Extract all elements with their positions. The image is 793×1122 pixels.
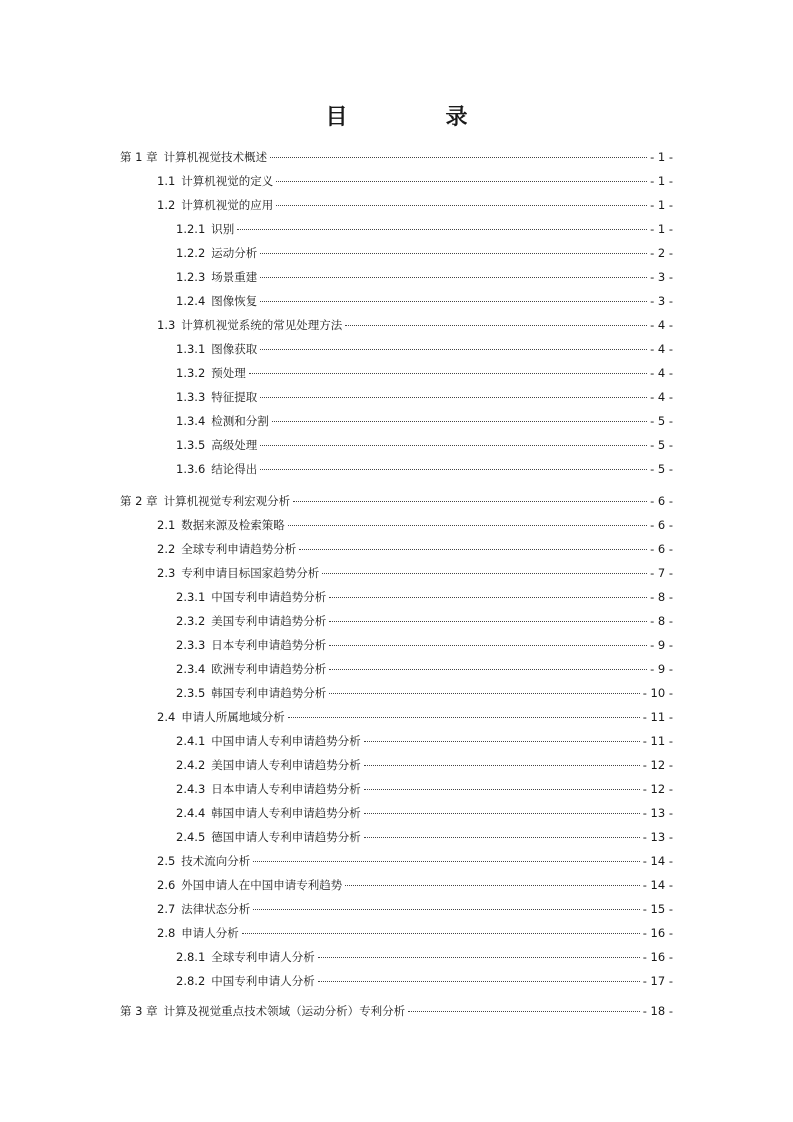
toc-entry-title: 数据来源及检索策略 xyxy=(181,518,285,532)
toc-dot-leader xyxy=(249,373,647,374)
toc-entry-number: 2.3.2 xyxy=(176,614,206,628)
toc-entry-page: - 5 - xyxy=(650,462,673,476)
toc-entry-number: 2.3 xyxy=(157,566,176,580)
toc-entry-number: 1.3.4 xyxy=(176,414,206,428)
toc-entry[interactable] xyxy=(157,901,673,917)
toc-entry-title: 计算机视觉技术概述 xyxy=(163,150,268,164)
toc-entry-page: - 11 - xyxy=(642,734,673,748)
toc-entry-page: - 8 - xyxy=(650,614,673,628)
toc-entry-page: - 10 - xyxy=(642,686,673,700)
toc-entry[interactable] xyxy=(157,541,673,557)
toc-dot-leader xyxy=(364,741,640,742)
toc-entry[interactable] xyxy=(176,685,673,701)
toc-entry-number: 2.3.3 xyxy=(176,638,206,652)
toc-entry-page: - 5 - xyxy=(650,438,673,452)
toc-entry-page: - 9 - xyxy=(650,662,673,676)
toc-entry[interactable] xyxy=(176,341,673,357)
toc-entry[interactable] xyxy=(176,245,673,261)
toc-entry-number: 2.5 xyxy=(157,854,176,868)
toc-entry-title: 预处理 xyxy=(211,366,246,380)
toc-entry-number: 1.3.3 xyxy=(176,390,206,404)
toc-entry-page: - 8 - xyxy=(650,590,673,604)
toc-entry-number: 1.2.1 xyxy=(176,222,206,236)
toc-entry-number: 1.1 xyxy=(157,174,176,188)
toc-dot-leader xyxy=(329,645,647,646)
toc-entry[interactable] xyxy=(176,613,673,629)
toc-entry-number: 1.2 xyxy=(157,198,176,212)
toc-entry-page: - 17 - xyxy=(642,974,673,988)
toc-entry[interactable] xyxy=(157,925,673,941)
toc-entry[interactable] xyxy=(157,877,673,893)
toc-entry-number: 1.2.2 xyxy=(176,246,206,260)
toc-entry-page: - 4 - xyxy=(650,390,673,404)
toc-entry-title: 全球专利申请趋势分析 xyxy=(181,542,297,556)
toc-dot-leader xyxy=(260,469,647,470)
toc-entry[interactable] xyxy=(176,637,673,653)
toc-entry-number: 1.3.6 xyxy=(176,462,206,476)
toc-entry-title: 特征提取 xyxy=(211,390,258,404)
toc-entry-title: 申请人分析 xyxy=(181,926,239,940)
toc-dot-leader xyxy=(288,717,640,718)
toc-entry-number: 2.3.5 xyxy=(176,686,206,700)
toc-dot-leader xyxy=(364,789,640,790)
toc-entry-number: 2.4.2 xyxy=(176,758,206,772)
toc-entry-page: - 3 - xyxy=(650,270,673,284)
toc-dot-leader xyxy=(237,229,647,230)
toc-dot-leader xyxy=(345,885,639,886)
toc-entry[interactable] xyxy=(176,781,673,797)
toc-entry-title: 日本专利申请趋势分析 xyxy=(211,638,327,652)
toc-dot-leader xyxy=(288,525,647,526)
toc-entry-page: - 3 - xyxy=(650,294,673,308)
toc-dot-leader xyxy=(364,813,640,814)
toc-entry-page: - 13 - xyxy=(642,830,673,844)
toc-entry-number: 2.4.3 xyxy=(176,782,206,796)
toc-entry-page: - 4 - xyxy=(650,318,673,332)
toc-entry-page: - 6 - xyxy=(650,542,673,556)
toc-dot-leader xyxy=(408,1011,640,1012)
toc-entry-title: 美国专利申请趋势分析 xyxy=(211,614,327,628)
toc-entry[interactable] xyxy=(120,493,673,509)
toc-entry-title: 技术流向分析 xyxy=(181,854,251,868)
toc-entry[interactable] xyxy=(157,173,673,189)
toc-entry-number: 1.3.1 xyxy=(176,342,206,356)
toc-entry[interactable] xyxy=(120,149,673,165)
toc-entry[interactable] xyxy=(176,437,673,453)
toc-dot-leader xyxy=(364,765,640,766)
toc-entry[interactable] xyxy=(176,413,673,429)
toc-dot-leader xyxy=(260,445,647,446)
toc-entry-page: - 12 - xyxy=(642,758,673,772)
toc-entry-title: 欧洲专利申请趋势分析 xyxy=(211,662,327,676)
toc-entry-title: 高级处理 xyxy=(211,438,258,452)
toc-entry-page: - 15 - xyxy=(642,902,673,916)
toc-entry-page: - 1 - xyxy=(650,150,673,164)
toc-entry-page: - 13 - xyxy=(642,806,673,820)
toc-entry-title: 计算机视觉系统的常见处理方法 xyxy=(181,318,343,332)
toc-entry-title: 法律状态分析 xyxy=(181,902,251,916)
toc-entry-number: 2.3.4 xyxy=(176,662,206,676)
toc-entry-number: 2.4 xyxy=(157,710,176,724)
toc-entry-page: - 1 - xyxy=(650,198,673,212)
toc-entry[interactable] xyxy=(176,461,673,477)
toc-entry[interactable] xyxy=(176,949,673,965)
toc-entry[interactable] xyxy=(176,269,673,285)
toc-entry-page: - 16 - xyxy=(642,950,673,964)
toc-entry-number: 2.6 xyxy=(157,878,176,892)
toc-entry[interactable] xyxy=(176,589,673,605)
toc-dot-leader xyxy=(329,693,639,694)
toc-entry-number: 第 1 章 xyxy=(120,150,158,164)
toc-entry-page: - 18 - xyxy=(642,1004,673,1018)
toc-entry[interactable] xyxy=(176,221,673,237)
toc-entry-page: - 5 - xyxy=(650,414,673,428)
toc-entry-number: 1.3.5 xyxy=(176,438,206,452)
toc-entry-title: 中国专利申请人分析 xyxy=(211,974,315,988)
toc-entry-title: 韩国专利申请趋势分析 xyxy=(211,686,327,700)
toc-entry-number: 2.8.1 xyxy=(176,950,206,964)
toc-entry-number: 2.3.1 xyxy=(176,590,206,604)
toc-entry[interactable] xyxy=(176,389,673,405)
toc-entry-number: 2.4.1 xyxy=(176,734,206,748)
toc-entry-title: 申请人所属地域分析 xyxy=(181,710,285,724)
toc-dot-leader xyxy=(260,253,647,254)
toc-dot-leader xyxy=(260,349,647,350)
toc-entry-number: 1.2.3 xyxy=(176,270,206,284)
toc-entry[interactable] xyxy=(157,517,673,533)
toc-entry[interactable] xyxy=(157,317,673,333)
toc-entry-number: 1.2.4 xyxy=(176,294,206,308)
toc-dot-leader xyxy=(299,549,647,550)
toc-dot-leader xyxy=(318,957,640,958)
toc-entry-number: 1.3.2 xyxy=(176,366,206,380)
toc-entry[interactable] xyxy=(176,973,673,989)
toc-dot-leader xyxy=(272,421,647,422)
toc-entry-number: 2.4.5 xyxy=(176,830,206,844)
toc-entry-title: 中国申请人专利申请趋势分析 xyxy=(211,734,361,748)
toc-dot-leader xyxy=(318,981,640,982)
toc-entry-number: 1.3 xyxy=(157,318,176,332)
toc-entry-page: - 6 - xyxy=(650,518,673,532)
toc-entry-page: - 1 - xyxy=(650,174,673,188)
toc-entry[interactable] xyxy=(157,709,673,725)
toc-entry-page: - 14 - xyxy=(642,878,673,892)
toc-entry-page: - 4 - xyxy=(650,342,673,356)
toc-entry-number: 第 3 章 xyxy=(120,1004,158,1018)
toc-entry-title: 中国专利申请趋势分析 xyxy=(211,590,327,604)
toc-dot-leader xyxy=(260,301,647,302)
toc-entry[interactable] xyxy=(157,853,673,869)
toc-dot-leader xyxy=(322,573,647,574)
toc-dot-leader xyxy=(329,669,647,670)
toc-dot-leader xyxy=(260,277,647,278)
toc-entry-title: 韩国申请人专利申请趋势分析 xyxy=(211,806,361,820)
toc-entry-number: 第 2 章 xyxy=(120,494,158,508)
toc-entry-title: 德国申请人专利申请趋势分析 xyxy=(211,830,361,844)
toc-entry-number: 2.7 xyxy=(157,902,176,916)
toc-entry-title: 日本申请人专利申请趋势分析 xyxy=(211,782,361,796)
toc-entry-page: - 2 - xyxy=(650,246,673,260)
toc-entry-title: 图像恢复 xyxy=(211,294,258,308)
toc-entry-number: 2.2 xyxy=(157,542,176,556)
toc-entry-title: 场景重建 xyxy=(211,270,258,284)
toc-entry-page: - 7 - xyxy=(650,566,673,580)
toc-dot-leader xyxy=(293,501,647,502)
toc-entry[interactable] xyxy=(176,733,673,749)
toc-entry-number: 2.8.2 xyxy=(176,974,206,988)
toc-entry[interactable] xyxy=(176,661,673,677)
toc-entry-number: 2.1 xyxy=(157,518,176,532)
toc-entry-number: 2.8 xyxy=(157,926,176,940)
toc-entry-title: 外国申请人在中国申请专利趋势 xyxy=(181,878,343,892)
page-title: 目 录 xyxy=(325,105,506,130)
toc-dot-leader xyxy=(270,157,647,158)
toc-entry[interactable] xyxy=(157,197,673,213)
toc-entry-page: - 1 - xyxy=(650,222,673,236)
toc-entry-title: 检测和分割 xyxy=(211,414,269,428)
toc-dot-leader xyxy=(242,933,640,934)
toc-dot-leader xyxy=(253,861,639,862)
toc-dot-leader xyxy=(276,205,647,206)
toc-entry-page: - 11 - xyxy=(642,710,673,724)
toc-entry-page: - 9 - xyxy=(650,638,673,652)
toc-entry-title: 全球专利申请人分析 xyxy=(211,950,315,964)
toc-entry-title: 专利申请目标国家趋势分析 xyxy=(181,566,320,580)
toc-entry-number: 2.4.4 xyxy=(176,806,206,820)
toc-dot-leader xyxy=(260,397,647,398)
toc-entry-page: - 6 - xyxy=(650,494,673,508)
toc-entry-page: - 16 - xyxy=(642,926,673,940)
toc-entry[interactable] xyxy=(176,365,673,381)
toc-entry-title: 结论得出 xyxy=(211,462,258,476)
toc-entry[interactable] xyxy=(157,565,673,581)
toc-entry-title: 识别 xyxy=(211,222,235,236)
toc-dot-leader xyxy=(329,621,647,622)
toc-dot-leader xyxy=(329,597,647,598)
toc-entry[interactable] xyxy=(176,757,673,773)
toc-entry[interactable] xyxy=(176,805,673,821)
toc-entry-title: 运动分析 xyxy=(211,246,258,260)
toc-entry[interactable] xyxy=(176,293,673,309)
toc-dot-leader xyxy=(345,325,647,326)
toc-entry-title: 计算及视觉重点技术领域（运动分析）专利分析 xyxy=(163,1004,406,1018)
toc-entry-title: 计算机视觉专利宏观分析 xyxy=(163,494,291,508)
toc-entry-title: 计算机视觉的定义 xyxy=(181,174,274,188)
toc-entry[interactable] xyxy=(176,829,673,845)
toc-dot-leader xyxy=(253,909,639,910)
toc-entry-title: 计算机视觉的应用 xyxy=(181,198,274,212)
toc-entry-page: - 4 - xyxy=(650,366,673,380)
toc-entry-page: - 14 - xyxy=(642,854,673,868)
toc-entry-page: - 12 - xyxy=(642,782,673,796)
toc-entry-title: 美国申请人专利申请趋势分析 xyxy=(211,758,361,772)
toc-entry[interactable] xyxy=(120,1003,673,1019)
toc-dot-leader xyxy=(276,181,647,182)
toc-dot-leader xyxy=(364,837,640,838)
toc-entry-title: 图像获取 xyxy=(211,342,258,356)
